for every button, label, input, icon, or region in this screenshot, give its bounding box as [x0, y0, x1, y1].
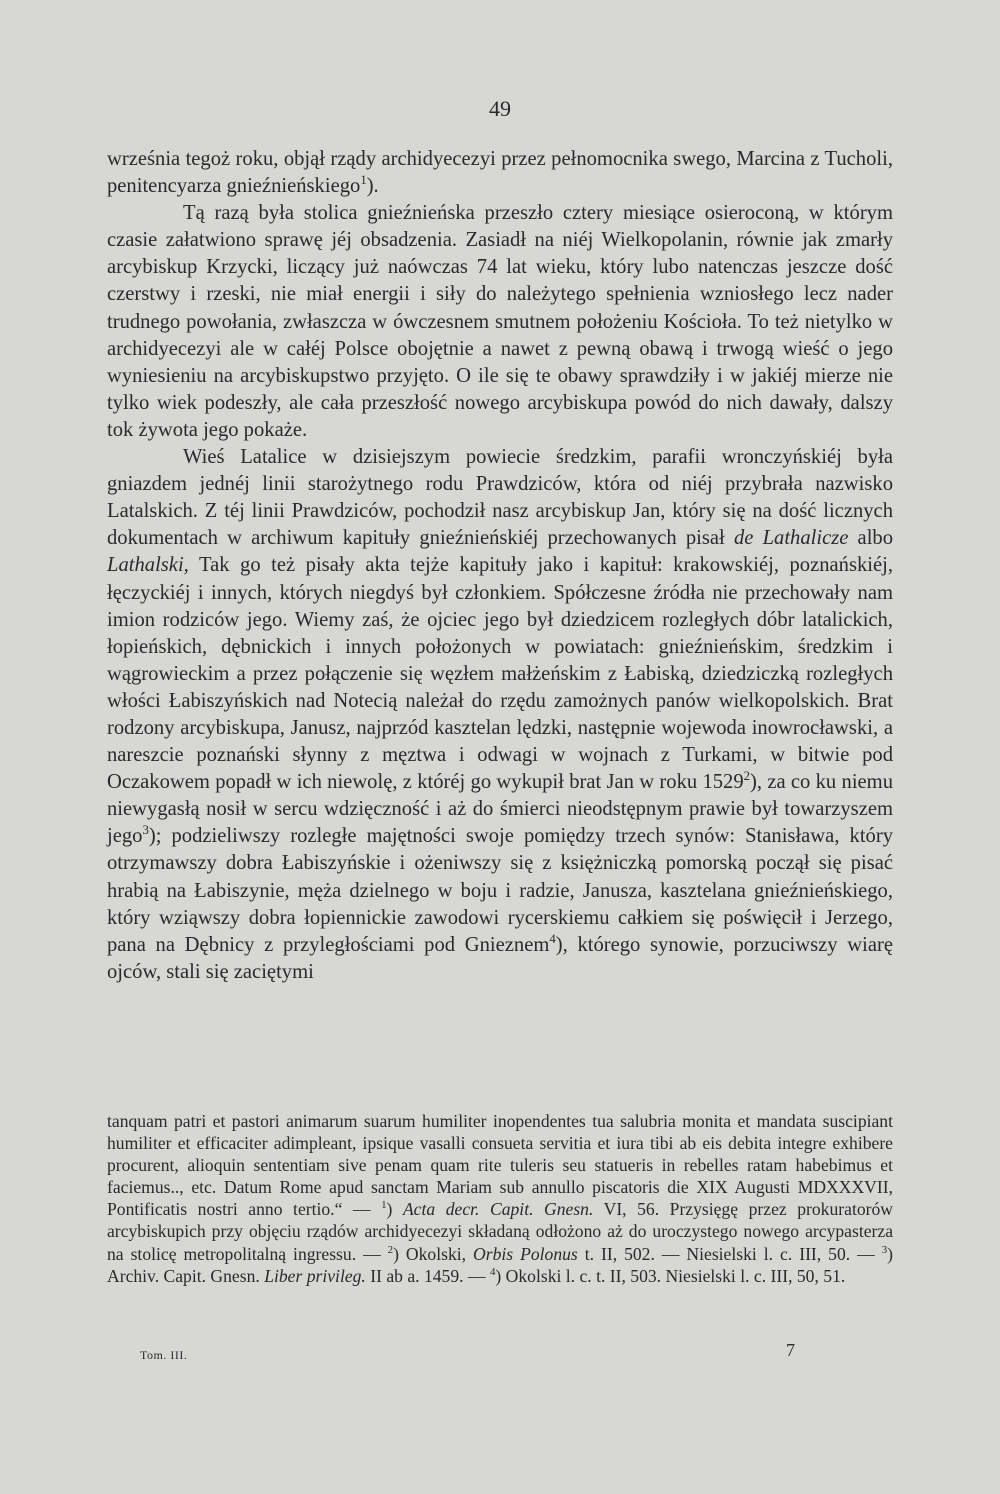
- footnote-marker: 3: [142, 823, 149, 838]
- footnote-marker: 2: [743, 769, 751, 784]
- text-run: Wieś Latalice w dzisiejszym powiecie średzkim, parafii wronczyńskiéj była gniazdem jednéj linii starożytnego rodu Prawdziców, która od niéj przybrała nazwisko Latalskich. Z téj linii Prawdziców, pochodził nasz arcybiskup Jan, który się na dość licznych dokumentach w archiwum kapituły gnieźnieńskiéj przechowanych pisał: [107, 446, 893, 550]
- paragraph: [107, 444, 893, 986]
- italic-text: Lathalski,: [107, 554, 189, 577]
- italic-text: Liber privileg.: [264, 1265, 366, 1286]
- footnote-marker: 1: [381, 1199, 387, 1212]
- text-run: Tą razą była stolica gnieźnieńska przeszło cztery miesiące osieroconą, w którym czasie załatwiono sprawę jéj obsadzenia. Zasiadł na niéj Wielkopolanin, równie jak zmarły arcybiskup Krzycki, liczący już naówczas 74 lat wieku, który lubo natenczas jeszcze dość czerstwy i rzeski, nie miał energii i siły do należytego spełnienia wzniosłego lecz nader trudnego powołania, zwłaszcza w ówczesnem smutnem położeniu Kościoła. To też nietylko w archidyecezyi ale w całéj Polsce obojętnie a nawet z pewną obawą i trwogą wieść o jego wyniesieniu na arcybiskupstwo przyjęto. O ile się te obawy sprawdziły i w jakiéj mierze nie tylko wiek podeszły, ale cała przeszłość nowego arcybiskupa powód do nich dawały, dalszy tok żywota jego pokaże.: [107, 202, 893, 441]
- signature-mark: Tom. III.: [140, 1348, 188, 1362]
- footnotes: [107, 1110, 893, 1287]
- paragraph: [107, 200, 893, 444]
- text-run: ) Okolski l. c. t. II, 503. Niesielski l. c. III, 50, 51.: [495, 1265, 846, 1286]
- text-run: II ab a. 1459. —: [365, 1265, 490, 1286]
- footnote-text: [107, 1110, 893, 1287]
- text-run: ) Archiv. Capit. Gnesn.: [107, 1243, 893, 1286]
- footnote-marker: 2: [387, 1243, 394, 1256]
- text-run: ).: [366, 175, 379, 198]
- italic-text: Acta decr. Capit. Gnesn.: [402, 1199, 594, 1220]
- text-run: tanquam patri et pastori animarum suarum humiliter inopendentes tua salubria monita et mandata suscipiant humiliter et efficaciter adimpleant, ipsique vasalli consueta servitia et iura tibi ab eis debita integre exhibere procurent, alioquin sententiam sive penam quam rite tuleris seu statueris in rebelles ratam habebimus et faciemus.., etc. Datum Rome apud sanctam Mariam sub annullo piscatoris die XIX Augusti MDXXXVII, Pontificatis nostri anno tertio.“ —: [107, 1111, 893, 1220]
- text-run: ), za co ku niemu niewygasłą nosił w sercu wdzięczność i aż do śmierci nieodstępnym prawie był towarzyszem jego: [107, 771, 893, 848]
- main-text: [107, 146, 893, 986]
- text-run: ) Okolski,: [393, 1243, 474, 1264]
- text-run: ); podzieliwszy rozległe majętności swoje pomiędzy trzech synów: Stanisława, który otrzymawszy dobra Łabiszyńskie i ożeniwszy się z księżniczką pomorską począł się pisać hrabią na Łabiszynie, męża dzielnego w boju i radzie, Janusza, kasztelana gnieźnieńskiego, który wziąwszy dobra łopiennickie zawodowi rycerskiemu całkiem się poświęcił i Jerzego, pana na Dębnicy z przyległościami pod Gnieznem: [107, 825, 893, 956]
- text-run: t. II, 502. — Niesielski l. c. III, 50. —: [577, 1243, 882, 1264]
- text-run: września tegoż roku, objął rządy archidyecezyi przez pełnomocnika swego, Marcina z Tucholi, penitencyarza gnieźnieńskiego: [107, 148, 893, 198]
- text-run: ), którego synowie, porzuciwszy wiarę ojców, stali się zaciętymi: [107, 933, 893, 983]
- text-run: ): [386, 1199, 403, 1220]
- italic-text: Orbis Polonus: [473, 1243, 578, 1264]
- sheet-number: 7: [786, 1340, 795, 1360]
- text-run: VI, 56. Przysięgę przez prokuratorów arcybiskupich przy objęciu rządów archidyecezyi składaną odłożono aż do uroczystego nowego arcypasterza na stolicę metropolitalną ingressu. —: [107, 1199, 893, 1264]
- italic-text: de Lathalicze: [733, 527, 849, 550]
- footnote-marker: 4: [549, 931, 556, 946]
- text-run: albo: [848, 527, 894, 550]
- footnote-marker: 1: [360, 173, 367, 188]
- text-run: Tak go też pisały akta tejże kapituły jako i kapituł: krakowskiéj, poznańskiéj, łęczyckiéj i innych, których niegdyś był członkiem. Spółczesne źródła nie przechowały nam imion rodziców jego. Wiemy zaś, że ojciec jego był dziedzicem rozległych dóbr latalickich, łopieńskich, dębnickich i innych położonych w powiatach: gnieźnieńskim, średzkim i wągrowieckim a przez połączenie się węzłem małżeńskim z Łabiską, dziedziczką rozległych włości Łabiszyńskich nad Notecią należał do rzędu zamożnych panów wielkopolskich. Brat rodzony arcybiskupa, Janusz, najprzód kasztelan lędzki, następnie wojewoda inowrocławski, a nareszcie poznański słynny z męztwa i odwagi w wojnach z Turkami, w bitwie pod Oczakowem popadł w ich niewolę, z któréj go wykupił brat Jan w roku 1529: [107, 554, 893, 794]
- page-number: 49: [489, 96, 511, 121]
- footnote-marker: 3: [881, 1243, 888, 1256]
- footnote-marker: 4: [489, 1265, 496, 1278]
- paragraph: [107, 146, 893, 200]
